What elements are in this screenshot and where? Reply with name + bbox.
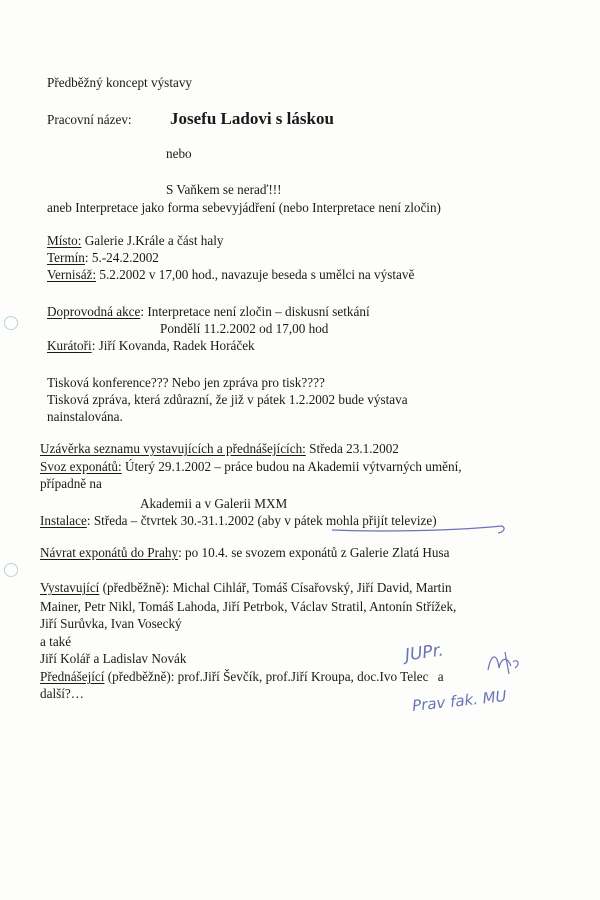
lecturers-label: Přednášející (40, 669, 105, 684)
lecturers-line-2: další?… (40, 686, 84, 701)
lecturers-prelim: (předběžně) (104, 669, 171, 684)
return-value: : po 10.4. se svozem exponátů z Galerie Zlatá Husa (178, 545, 450, 560)
collection-line-2: případně na (40, 476, 102, 491)
deadline-line (40, 441, 399, 457)
lecturers-names-1: : prof.Jiří Ševčík, prof.Jiří Kroupa, doc.Ivo Telec (170, 669, 429, 684)
subtitle: aneb Interpretace jako forma sebevyjádření (nebo Interpretace není zločin) (47, 200, 441, 215)
press-line-3: nainstalována. (47, 409, 123, 424)
press-line-2: Tisková zpráva, která zdůrazní, že již v pátek 1.2.2002 bude výstava (47, 392, 408, 407)
exhibitors-line-1 (40, 580, 452, 596)
accompany-line (47, 304, 370, 320)
collection-value: Úterý 29.1.2002 – práce budou na Akademii výtvarných umění, (121, 459, 462, 474)
press-line-1: Tisková konference??? Nebo jen zpráva pro tisk???? (47, 375, 325, 390)
hand-underline-icon (330, 522, 510, 538)
lecturers-tail: a (434, 669, 444, 684)
handwritten-note-1: JUPr. (403, 640, 445, 666)
deadline-value: Středa 23.1.2002 (305, 441, 399, 456)
curators-value: : Jiří Kovanda, Radek Horáček (91, 338, 255, 353)
place-value: Galerie J.Krále a část haly (81, 233, 224, 248)
working-title: Josefu Ladovi s láskou (170, 109, 334, 128)
collection-label: Svoz exponátů: (40, 459, 122, 474)
term-label: Termín (47, 250, 85, 265)
vernissage-line (47, 267, 414, 283)
install-value: : Středa – čtvrtek 30.-31.1.2002 (aby v pátek mohla přijít televize) (86, 513, 437, 528)
deadline-label: Uzávěrka seznamu vystavujících a přednášejících: (40, 441, 306, 456)
alt-title: S Vaňkem se neraď!!! (166, 182, 282, 197)
lecturers-line-1 (40, 669, 444, 685)
working-title-label: Pracovní název: (47, 112, 132, 127)
curators-line (47, 338, 255, 354)
place-line (47, 233, 224, 249)
exhibitors-line-3: Jiří Surůvka, Ivan Vosecký (40, 616, 182, 631)
also-text: a také (40, 634, 72, 649)
punch-hole-bottom (4, 563, 18, 577)
or-word: nebo (166, 146, 192, 161)
exhibitors-prelim: (předběžně) (99, 580, 166, 595)
also-names: Jiří Kolář a Ladislav Novák (40, 651, 187, 666)
return-line (40, 545, 449, 561)
accompany-value: : Interpretace není zločin – diskusní setkání (140, 304, 370, 319)
exhibitors-label: Vystavující (40, 580, 100, 595)
accompany-label: Doprovodná akce (47, 304, 141, 319)
vernissage-label: Vernisáž: (47, 267, 97, 282)
doc-header: Předběžný koncept výstavy (47, 75, 193, 90)
exhibitors-line-2: Mainer, Petr Nikl, Tomáš Lahoda, Jiří Petrbok, Václav Stratil, Antonín Střížek, (40, 599, 457, 614)
collection-line (40, 459, 462, 475)
return-label: Návrat exponátů do Prahy (40, 545, 179, 560)
place-label: Místo: (47, 233, 82, 248)
handwritten-note-2: Prav fak. MU (411, 687, 508, 715)
punch-hole-top (4, 316, 18, 330)
exhibitors-names-1: : Michal Cihlář, Tomáš Císařovský, Jiří David, Martin (165, 580, 452, 595)
collection-line-3: Akademii a v Galerii MXM (140, 496, 288, 511)
hand-scribble-icon (485, 648, 525, 678)
term-value: : 5.-24.2.2002 (84, 250, 159, 265)
install-label: Instalace (40, 513, 87, 528)
term-line (47, 250, 159, 266)
curators-label: Kurátoři (47, 338, 92, 353)
accompany-date: Pondělí 11.2.2002 od 17,00 hod (160, 321, 329, 336)
vernissage-value: 5.2.2002 v 17,00 hod., navazuje beseda s umělci na výstavě (96, 267, 415, 282)
